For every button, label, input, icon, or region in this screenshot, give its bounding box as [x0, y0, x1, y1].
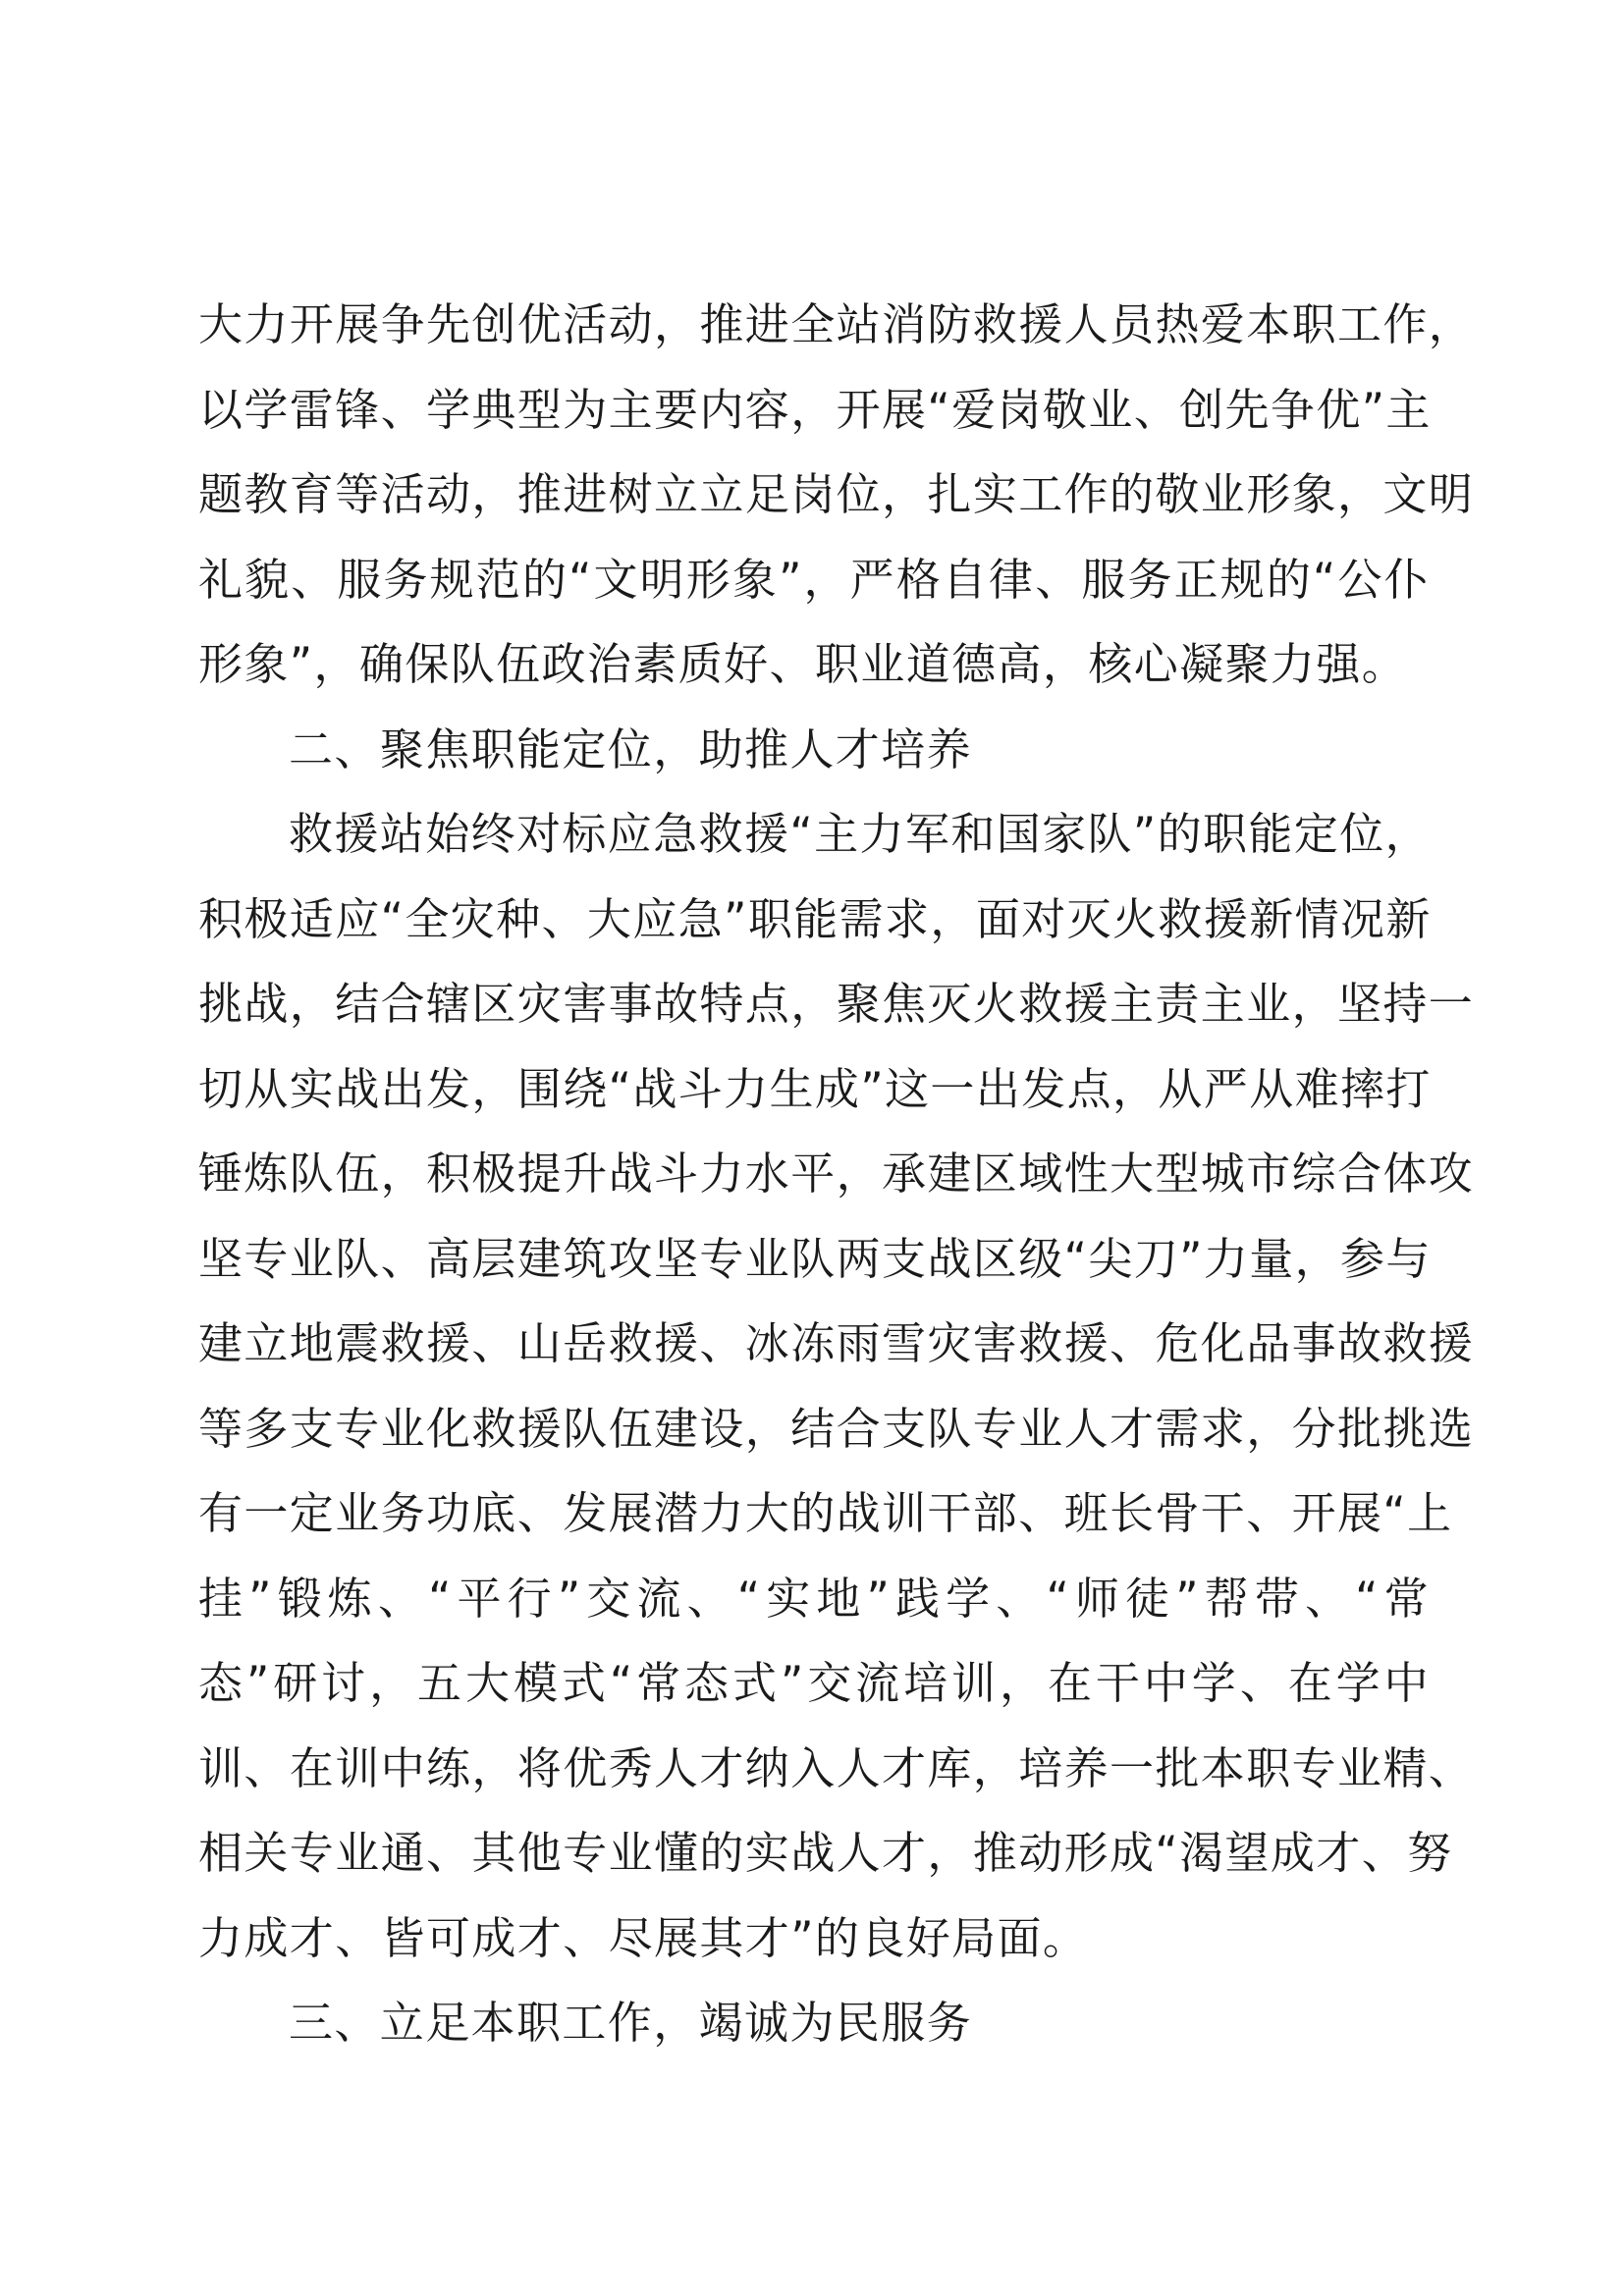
paragraph-line: 挑战，结合辖区灾害事故特点，聚焦灭火救援主责主业，坚持一	[198, 978, 1475, 1030]
paragraph-line: 大力开展争先创优活动，推进全站消防救援人员热爱本职工作，	[198, 298, 1475, 350]
section-heading-2: 二、聚焦职能定位，助推人才培养	[289, 722, 973, 775]
paragraph-line: 有一定业务功底、发展潜力大的战训干部、班长骨干、开展“上	[198, 1487, 1453, 1539]
paragraph-line: 积极适应“全灾种、大应急”职能需求，面对灭火救援新情况新	[198, 892, 1432, 945]
paragraph-1	[198, 283, 1475, 708]
paragraph-line: 力成才、皆可成才、尽展其才”的良好局面。	[198, 1911, 1089, 1964]
paragraph-line: 态”研讨，五大模式“常态式”交流培训，在干中学、在学中	[198, 1657, 1430, 1709]
document-body	[198, 283, 1475, 2066]
paragraph-line: 以学雷锋、学典型为主要内容，开展“爱岗敬业、创先争优”主	[198, 383, 1432, 436]
paragraph-line: 坚专业队、高层建筑攻坚专业队两支战区级“尖刀”力量，参与	[198, 1232, 1432, 1285]
paragraph-line: 锤炼队伍，积极提升战斗力水平，承建区域性大型城市综合体攻	[198, 1148, 1475, 1200]
paragraph-line: 救援站始终对标应急救援“主力军和国家队”的职能定位，	[289, 808, 1432, 860]
section-heading-3: 三、立足本职工作，竭诚为民服务	[289, 1997, 973, 2049]
paragraph-line: 礼貌、服务规范的“文明形象”，严格自律、服务正规的“公仆	[198, 553, 1430, 606]
paragraph-line: 形象”，确保队伍政治素质好、职业道德高，核心凝聚力强。	[198, 638, 1408, 690]
paragraph-2	[198, 792, 1475, 1981]
paragraph-line: 题教育等活动，推进树立立足岗位，扎实工作的敬业形象，文明	[198, 468, 1475, 520]
paragraph-line: 建立地震救援、山岳救援、冰冻雨雪灾害救援、危化品事故救援	[198, 1317, 1475, 1369]
paragraph-line: 切从实战出发，围绕“战斗力生成”这一出发点，从严从难摔打	[198, 1062, 1432, 1115]
paragraph-line: 等多支专业化救援队伍建设，结合支队专业人才需求，分批挑选	[198, 1402, 1475, 1455]
paragraph-line: 相关专业通、其他专业懂的实战人才，推动形成“渴望成才、努	[198, 1827, 1453, 1879]
paragraph-line: 训、在训中练，将优秀人才纳入人才库，培养一批本职专业精、	[198, 1741, 1475, 1794]
paragraph-line: 挂”锻炼、“平行”交流、“实地”践学、“师徒”帮带、“常	[198, 1572, 1430, 1625]
